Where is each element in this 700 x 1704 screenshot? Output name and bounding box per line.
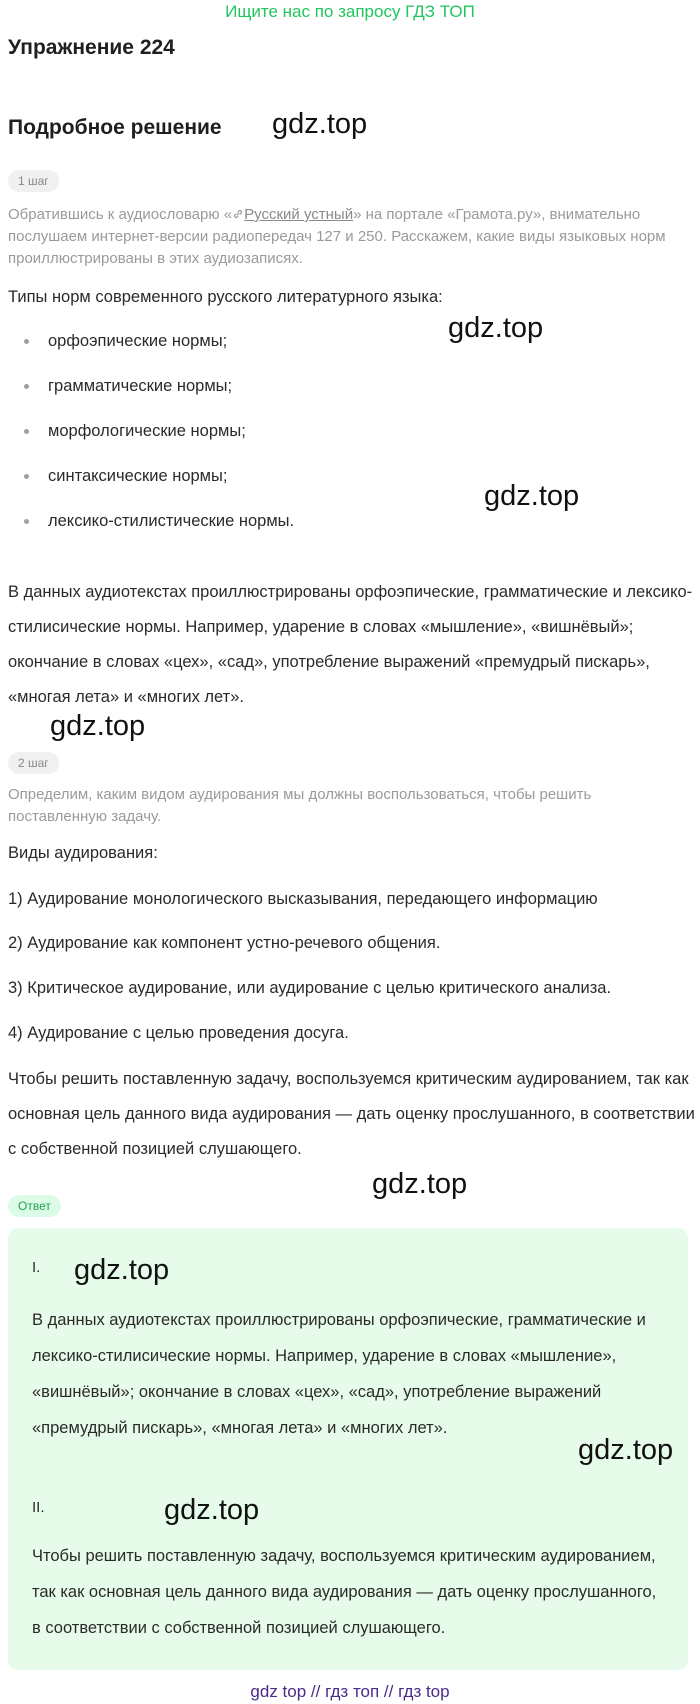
step1-paragraph: В данных аудиотекстах проиллюстрированы орфоэпические, грамматические и лексико-стилисические нормы. Например, ударение в словах «мышление», «вишнёвый»; окончание в словах «цех», «сад», употребление выражений «премудрый пискарь», «многая лета» и «многих лет».: [8, 583, 693, 706]
answer-badge: Ответ: [8, 1195, 61, 1217]
step1-intro-after: » на портале «Грамота.ру», внимательно послушаем интернет-версии радиопередач 127 и 250. Расскажем, какие виды языковых норм проиллюстрированы в этих аудиозаписях.: [8, 206, 666, 267]
listening-type-4: 4) Аудирование с целью проведения досуга.: [8, 1024, 349, 1042]
link-icon: [232, 206, 244, 223]
watermark: gdz.top: [272, 108, 368, 140]
answer-part-2-text: Чтобы решить поставленную задачу, воспользуемся критическим аудированием, так как основная цель данного вида аудирования — дать оценку прослушанного, в соответствии с собственной позицией слушающего.: [32, 1547, 657, 1637]
watermark: gdz.top: [372, 1168, 468, 1200]
listening-type-2: 2) Аудирование как компонент устно-речевого общения.: [8, 934, 441, 952]
section-title-detailed-solution: Подробное решение: [8, 116, 222, 139]
watermark: gdz.top: [448, 312, 544, 344]
step2-intro: Определим, каким видом аудирования мы должны воспользоваться, чтобы решить поставленную задачу.: [8, 786, 592, 825]
watermark: gdz.top: [50, 710, 146, 742]
footer-links[interactable]: gdz top // гдз топ // гдз top: [250, 1682, 450, 1701]
step-badge-1: 1 шаг: [8, 170, 59, 192]
list-item: лексико-стилистические нормы.: [8, 510, 608, 555]
bullet-dot-icon: [24, 384, 29, 389]
list-item: орфоэпические нормы;: [8, 330, 608, 375]
step-badge-2: 2 шаг: [8, 752, 59, 774]
norm-types-heading: Типы норм современного русского литературного языка:: [8, 288, 443, 306]
answer-part-1-label: I.: [32, 1259, 41, 1276]
watermark: gdz.top: [74, 1254, 170, 1286]
list-item: синтаксические нормы;: [8, 465, 608, 510]
watermark: gdz.top: [484, 480, 580, 512]
watermark: gdz.top: [578, 1434, 674, 1466]
list-item: грамматические нормы;: [8, 375, 608, 420]
listening-type-3: 3) Критическое аудирование, или аудирование с целью критического анализа.: [8, 979, 612, 997]
watermark: gdz.top: [164, 1494, 260, 1526]
listening-types-heading: Виды аудирования:: [8, 844, 158, 862]
answer-box: [8, 1228, 688, 1670]
step1-intro: [8, 204, 688, 270]
search-hint-banner: Ищите нас по запросу ГДЗ ТОП: [225, 2, 475, 21]
bullet-dot-icon: [24, 429, 29, 434]
listening-type-1: 1) Аудирование монологического высказывания, передающего информацию: [8, 890, 598, 908]
step1-intro-before: Обратившись к аудиословарю «: [8, 206, 233, 223]
step2-paragraph: Чтобы решить поставленную задачу, воспользуемся критическим аудированием, так как основная цель данного вида аудирования — дать оценку прослушанного, в соответствии с собственной позицией слушающего.: [8, 1070, 695, 1158]
bullet-dot-icon: [24, 474, 29, 479]
bullet-dot-icon: [24, 519, 29, 524]
list-item: морфологические нормы;: [8, 420, 608, 465]
answer-part-1-text: В данных аудиотекстах проиллюстрированы орфоэпические, грамматические и лексико-стилисические нормы. Например, ударение в словах «мышление», «вишнёвый»; окончание в словах «цех», «сад», употребление выражений «премудрый пискарь», «многая лета» и «многих лет».: [32, 1311, 646, 1437]
norm-types-list: [8, 330, 608, 555]
answer-part-2-label: II.: [32, 1499, 45, 1516]
page-title: Упражнение 224: [8, 36, 175, 59]
russian-oral-dictionary-link[interactable]: Русский устный: [244, 206, 354, 223]
bullet-dot-icon: [24, 339, 29, 344]
